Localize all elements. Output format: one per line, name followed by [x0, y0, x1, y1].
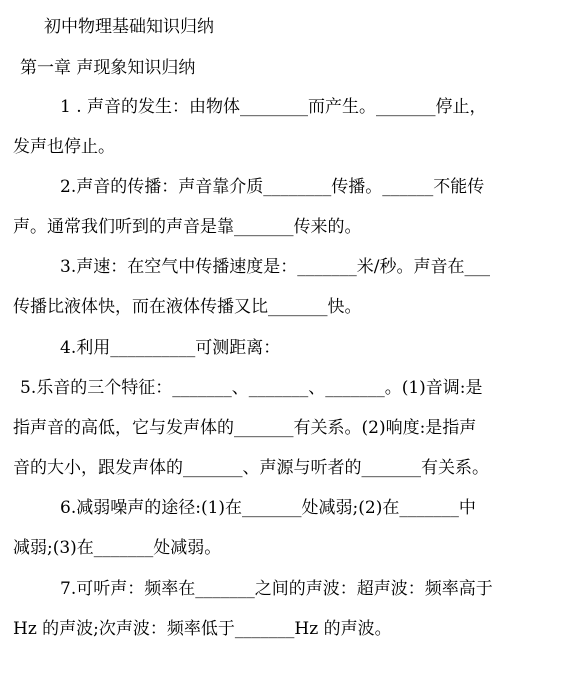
paragraph-line: 减弱;(3)在_______处减弱。: [13, 538, 222, 558]
paragraph-line: 7.可听声：频率在_______之间的声波：超声波：频率高于: [60, 579, 493, 599]
paragraph-line: 指声音的高低，它与发声体的_______有关系。(2)响度:是指声: [13, 418, 477, 438]
chapter-heading: 第一章 声现象知识归纳: [20, 58, 196, 78]
paragraph-line: 音的大小，跟发声体的_______、声源与听者的_______有关系。: [13, 458, 489, 478]
paragraph-line: 4.利用__________可测距离：: [60, 338, 281, 358]
paragraph-line: 1 . 声音的发生：由物体________而产生。_______停止，: [60, 97, 487, 117]
paragraph-line: 声。通常我们听到的声音是靠_______传来的。: [13, 217, 362, 237]
paragraph-line: 传播比液体快，而在液体传播又比_______快。: [13, 297, 362, 317]
document-title: 初中物理基础知识归纳: [44, 17, 214, 37]
paragraph-line: 发声也停止。: [13, 137, 115, 157]
paragraph-line: 6.减弱噪声的途径:(1)在_______处减弱;(2)在_______中: [60, 498, 476, 518]
paragraph-line: Hz 的声波;次声波：频率低于_______Hz 的声波。: [13, 619, 392, 639]
paragraph-line: 2.声音的传播：声音靠介质________传播。______不能传: [60, 177, 485, 197]
paragraph-line: 3.声速：在空气中传播速度是：_______米/秒。声音在___: [60, 257, 490, 277]
paragraph-line: 5.乐音的三个特征：_______、_______、_______。(1)音调:是: [20, 378, 483, 398]
